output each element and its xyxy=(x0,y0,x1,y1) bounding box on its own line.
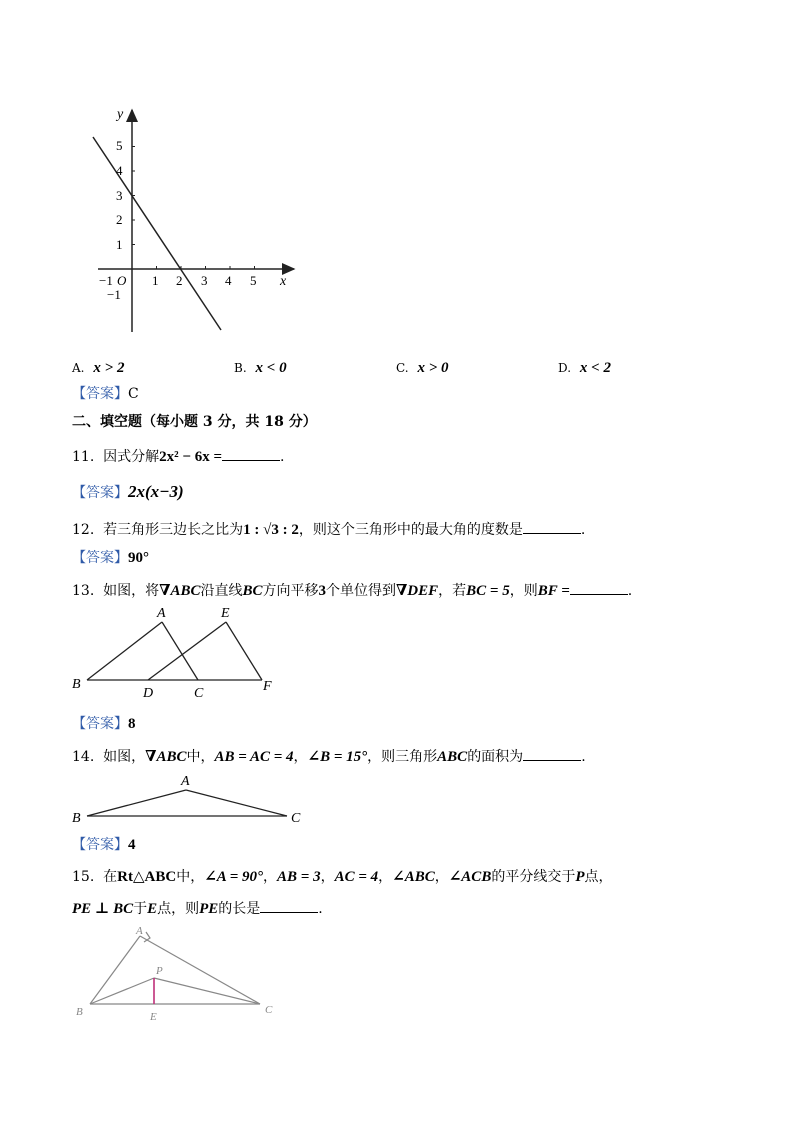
segment-de xyxy=(148,622,226,680)
y-tick-3: 3 xyxy=(116,188,123,203)
q12-answer: 【答案】90° xyxy=(72,550,149,566)
option-d: D. x < 2 xyxy=(558,360,611,376)
x-axis-label: x xyxy=(280,274,287,289)
label-d: D xyxy=(143,686,154,701)
question-12: 12. 若三角形三边长之比为1 : √3 : 2，则这个三角形中的最大角的度数是 . xyxy=(72,519,585,540)
x-tick-1: 1 xyxy=(152,273,159,288)
label-e: E xyxy=(221,606,230,621)
answer-blank xyxy=(222,446,280,461)
x-tick-neg1: −1 xyxy=(99,273,113,288)
q14-answer: 【答案】4 xyxy=(72,837,136,853)
answer-blank xyxy=(570,580,628,595)
answer-tag: 【答案】 xyxy=(72,837,128,853)
question-13: 13. 如图，将∇ABC沿直线BC方向平移3个单位得到∇DEF，若BC = 5，则BF = . xyxy=(72,580,632,601)
translation-figure xyxy=(66,600,296,704)
answer-tag: 【答案】 xyxy=(72,550,128,566)
linear-function-graph xyxy=(88,100,308,340)
section-title: 二、填空题（每小题 3 分，共 18 分） xyxy=(72,414,317,430)
segment-ac xyxy=(186,790,287,816)
isosceles-triangle-figure xyxy=(66,770,316,826)
y-tick-1: 1 xyxy=(116,237,123,252)
answer-blank xyxy=(523,746,581,761)
label-b: B xyxy=(72,811,81,826)
answer-tag: 【答案】 xyxy=(72,485,128,501)
right-triangle-figure xyxy=(66,922,296,1028)
origin-label: O xyxy=(117,273,127,288)
label-b: B xyxy=(72,677,81,692)
segment-ba xyxy=(87,790,186,816)
label-c: C xyxy=(194,686,204,701)
y-tick-neg1: −1 xyxy=(107,287,121,302)
label-a: A xyxy=(157,606,166,621)
label-e: E xyxy=(150,1011,157,1023)
label-c: C xyxy=(265,1004,273,1016)
x-tick-4: 4 xyxy=(225,273,232,288)
q10-answer: 【答案】C xyxy=(72,386,139,402)
y-axis-label: y xyxy=(117,107,124,122)
y-tick-5: 5 xyxy=(116,138,123,153)
option-c: C. x > 0 xyxy=(396,360,449,376)
y-tick-4: 4 xyxy=(116,163,123,178)
label-c: C xyxy=(291,811,301,826)
label-f: F xyxy=(263,679,272,694)
segment-ef xyxy=(226,622,262,680)
question-14: 14. 如图，∇ABC中，AB = AC = 4，∠B = 15°，则三角形ABC的面积为 . xyxy=(72,746,586,767)
label-p: P xyxy=(156,965,163,977)
x-tick-5: 5 xyxy=(250,273,257,288)
segment-ba xyxy=(87,622,162,680)
answer-blank xyxy=(260,898,318,913)
answer-tag: 【答案】 xyxy=(72,716,128,732)
q13-answer: 【答案】8 xyxy=(72,716,136,732)
segment-ac xyxy=(162,622,198,680)
question-11: 11. 因式分解2x² − 6x = . xyxy=(72,446,284,467)
x-tick-3: 3 xyxy=(201,273,208,288)
y-tick-2: 2 xyxy=(116,212,123,227)
option-a: A. x > 2 xyxy=(72,360,125,376)
question-15-line2: PE ⊥ BC于E点，则PE的长是 . xyxy=(72,898,323,919)
label-a: A xyxy=(136,925,143,937)
answer-tag: 【答案】 xyxy=(72,386,128,402)
x-tick-2: 2 xyxy=(176,273,183,288)
label-b: B xyxy=(76,1006,83,1018)
answer-blank xyxy=(523,519,581,534)
question-15-line1: 15. 在Rt△ABC中，∠A = 90°，AB = 3，AC = 4，∠ABC，∠ACB的平分线交于P点， xyxy=(72,869,613,885)
segment-cp xyxy=(154,978,260,1004)
option-b: B. x < 0 xyxy=(234,360,287,376)
q11-answer: 【答案】2x(x−3) xyxy=(72,482,184,501)
label-a: A xyxy=(181,774,190,789)
